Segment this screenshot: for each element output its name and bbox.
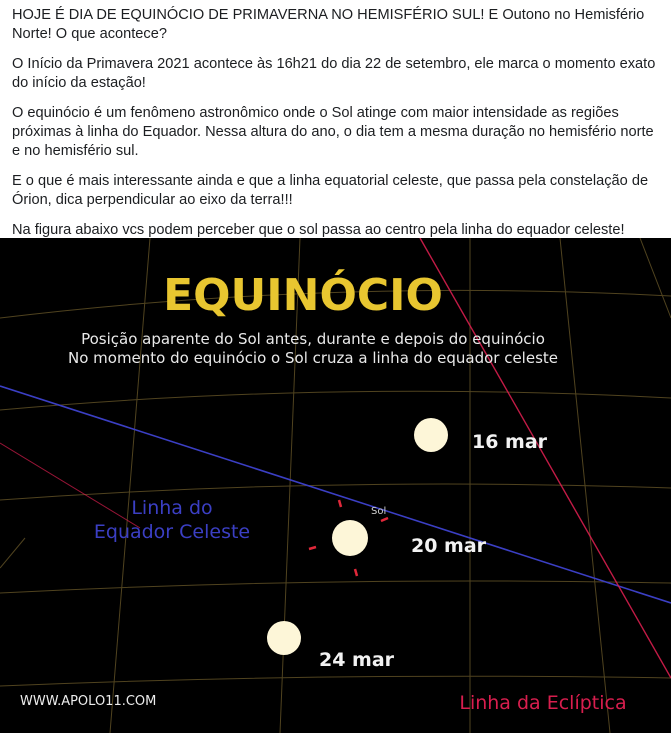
website-watermark: WWW.APOLO11.COM [20,694,157,709]
ecliptic-line [420,238,671,678]
post-paragraph: E o que é mais interessante ainda e que a linha equatorial celeste, que passa pela constelação de Órion, dica perpendicular ao eixo da terra!!! [12,173,649,208]
sun-24-mar-icon [267,621,301,655]
post-paragraph: O equinócio é um fenômeno astronômico onde o Sol atinge com maior intensidade as regiões próximas à linha do Equador. Nessa altura do ano, o dia tem a mesma duração no hemisfério norte e no hemisfério sul. [12,105,654,159]
equator-label: Equador Celeste [93,521,251,543]
sun-16-mar-icon [414,418,448,452]
post-paragraph: O Início da Primavera 2021 acontece às 16h21 do dia 22 de setembro, ele marca o momento exato do início da estação! [12,56,656,91]
ecliptic-line [0,443,140,528]
equinox-sky-chart [0,238,671,733]
sun-20-mar-icon [332,520,368,556]
sun-label: Sol [371,506,387,517]
equinox-image[interactable] [0,238,671,733]
date-label: 24 mar [319,649,395,671]
post-paragraph: HOJE É DIA DE EQUINÓCIO DE PRIMAVERNA NO HEMISFÉRIO SUL! E Outono no Hemisfério Norte! O que acontece? [12,7,645,42]
post-paragraph: Na figura abaixo vcs podem perceber que o sol passa ao centro pela linha do equador celeste! [12,222,625,238]
date-label: 20 mar [411,535,487,557]
figure-title: EQUINÓCIO [163,270,443,321]
post-text [0,0,671,238]
figure-subtitle: Posição aparente do Sol antes, durante e depois do equinócio [81,330,545,348]
ecliptic-label: Linha da Eclíptica [459,692,627,714]
equator-label: Linha do [131,497,213,519]
figure-subtitle: No momento do equinócio o Sol cruza a linha do equador celeste [67,349,559,367]
date-label: 16 mar [472,431,548,453]
celestial-equator-line [0,386,671,603]
